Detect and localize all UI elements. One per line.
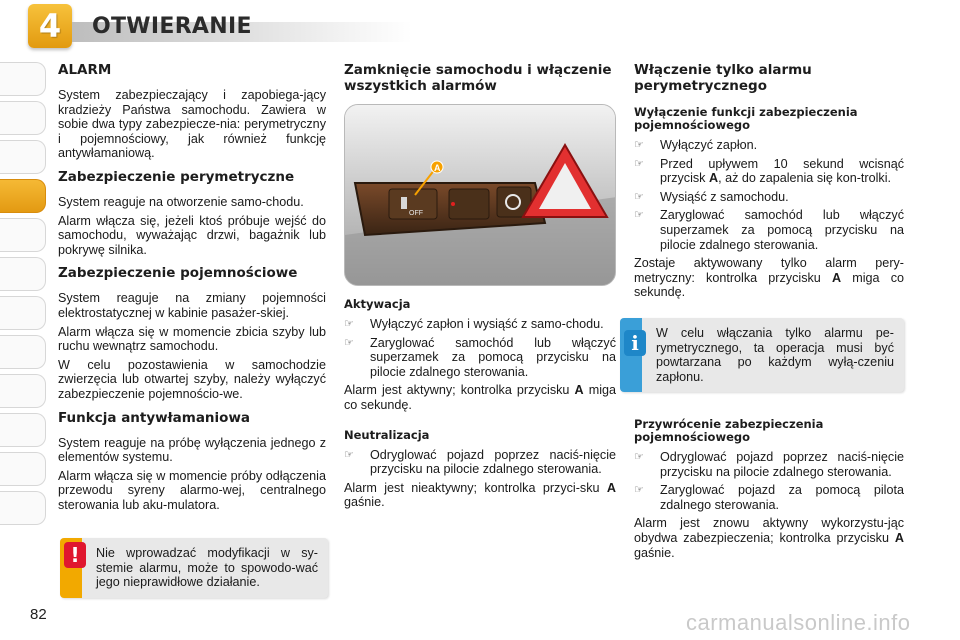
list-item: ☞ Przed upływem 10 sekund wcisnąć przycisk A, aż do zapalenia się kon-trolki.: [634, 156, 904, 186]
warning-note: [60, 538, 328, 598]
volumetric-text-1: System reaguje na zmiany pojemności elektrostatycznej w kabinie pasażer-skiej.: [58, 291, 326, 320]
chapter-tab-6[interactable]: [0, 257, 46, 291]
chapter-tab-3[interactable]: [0, 140, 46, 174]
neutralization-status: Alarm jest nieaktywny; kontrolka przyci-sku A gaśnie.: [344, 480, 617, 510]
list-item: ☞ Zaryglować samochód lub włączyć superzamek za pomocą przycisku na pilocie zdalnego sterowania.: [634, 208, 904, 252]
pointing-hand-icon: ☞: [634, 190, 644, 203]
list-item: ☞ Wyłączyć zapłon.: [634, 138, 758, 152]
pointing-hand-icon: ☞: [634, 451, 644, 463]
pointing-hand-icon: ☞: [634, 484, 644, 497]
pointing-hand-icon: ☞: [344, 448, 354, 461]
chapter-tab-9[interactable]: [0, 374, 46, 408]
chapter-tab-10[interactable]: [0, 413, 46, 447]
chapter-number: 4: [38, 7, 62, 45]
list-item: ☞ Zaryglować samochód lub włączyć superzamek za pomocą przycisku na pilocie zdalnego sterowania.: [344, 335, 616, 379]
pointing-hand-icon: ☞: [344, 318, 354, 330]
photo-label-a: A: [434, 163, 441, 173]
pointing-hand-icon: ☞: [344, 336, 354, 349]
pointing-hand-icon: ☞: [634, 157, 644, 170]
lock-all-alarms-heading: Zamknięcie samochodu i włączenie wszystkich alarmów: [344, 62, 612, 94]
volumetric-text-2: Alarm włącza się w momencie zbicia szyby lub ruchu wewnątrz samochodu.: [58, 324, 326, 354]
warning-note-text: Nie wprowadzać modyfikacji w sy-stemie alarmu, może to spowodo-wać jego nieprawidłowe działanie.: [96, 546, 318, 590]
off-label: OFF: [409, 210, 423, 217]
chapter-tab-12[interactable]: [0, 491, 46, 525]
alarm-heading: ALARM: [58, 62, 112, 78]
disable-volumetric-status: Zostaje aktywowany tylko alarm pery-metryczny: kontrolka przycisku A miga co sekundę.: [634, 256, 905, 300]
neutralization-steps: [344, 448, 616, 477]
page-number: 82: [30, 606, 47, 623]
volumetric-heading: Zabezpieczenie pojemnościowe: [58, 265, 298, 282]
restore-volumetric-heading: Przywrócenie zabezpieczenia pojemnościowego: [634, 417, 824, 444]
list-item: ☞ Wyłączyć zapłon i wysiąść z samo-chodu.: [344, 317, 604, 331]
activation-status: Alarm jest aktywny; kontrolka przycisku A miga co sekundę.: [344, 383, 617, 412]
antitheft-text-2: Alarm włącza się w momencie próby odłączenia przewodu syreny alarmo-wej, centralnego sterowania lub aku-mulatora.: [58, 468, 326, 512]
chapter-tab-2[interactable]: [0, 101, 46, 135]
chapter-tab-11[interactable]: [0, 452, 46, 486]
pointing-hand-icon: ☞: [634, 139, 644, 151]
chapter-tab-8[interactable]: [0, 335, 46, 369]
list-item: ☞ Wysiąść z samochodu.: [634, 189, 789, 204]
column-middle-lower: [344, 298, 616, 514]
perimeter-text-2: Alarm włącza się, jeżeli ktoś próbuje wejść do samochodu, wyważając drzwi, bagażnik lub pokrywę silnika.: [58, 213, 326, 257]
info-icon: i: [624, 330, 646, 356]
neutralization-heading: Neutralizacja: [344, 427, 430, 442]
column-left: [58, 60, 326, 516]
dashboard-illustration: [345, 105, 616, 286]
restore-volumetric-steps: [634, 450, 904, 512]
chapter-number-badge: [28, 4, 72, 48]
perimeter-text-1: System reaguje na otworzenie samo-chodu.: [58, 194, 304, 209]
perimeter-only-heading: Włączenie tylko alarmu perymetrycznego: [634, 62, 812, 94]
list-item: ☞ Odryglować pojazd poprzez naciś-nięcie przycisku na pilocie zdalnego sterowania.: [634, 450, 904, 479]
activation-heading: Aktywacja: [344, 297, 411, 311]
info-note-text: W celu włączania tylko alarmu pe-rymetrycznego, ta operacja musi być powtarzana po każdym wyłą-czeniu zapłonu.: [656, 326, 894, 384]
disable-volumetric-steps: [634, 138, 904, 252]
pointing-hand-icon: ☞: [634, 209, 644, 222]
chapter-tab-7[interactable]: [0, 296, 46, 330]
info-note: [620, 318, 904, 392]
activation-steps: [344, 317, 616, 379]
perimeter-heading: Zabezpieczenie perymetryczne: [58, 168, 295, 185]
disable-volumetric-heading: Wyłączenie funkcji zabezpieczenia pojemnościowego: [634, 105, 858, 132]
alarm-button-photo: [344, 104, 616, 286]
restore-volumetric-status: Alarm jest znowu aktywny wykorzystu-jąc obydwa zabezpieczenia; kontrolka przycisku A gaśnie.: [634, 516, 905, 560]
antitheft-text-1: System reaguje na próbę wyłączenia jednego z elementów systemu.: [58, 435, 326, 465]
column-middle: [344, 60, 616, 104]
list-item: ☞ Odryglować pojazd poprzez naciś-nięcie przycisku na pilocie zdalnego sterowania.: [344, 447, 616, 477]
chapter-tab-1[interactable]: [0, 62, 46, 96]
antitheft-heading: Funkcja antywłamaniowa: [58, 409, 251, 426]
watermark: carmanualsonline.info: [686, 610, 911, 635]
exclamation-icon: !: [64, 542, 86, 568]
chapter-tab-4-active[interactable]: [0, 179, 46, 213]
alarm-intro: System zabezpieczający i zapobiega-jący kradzieży Państwa samochodu. Zawiera w sobie dwa typy zabezpiecze-nia: perymetryczny i pojemnościowy, jak również funkcję antywłamaniową.: [58, 88, 326, 161]
column-right-lower: [634, 418, 904, 564]
chapter-tab-5[interactable]: [0, 218, 46, 252]
page-title: OTWIERANIE: [92, 14, 252, 39]
chapter-tabs: [0, 62, 48, 530]
list-item: ☞ Zaryglować pojazd za pomocą pilota zdalnego sterowania.: [634, 483, 904, 512]
volumetric-text-3: W celu pozostawienia w samochodzie zwierzęcia lub otwartej szyby, należy wyłączyć zabezpieczenie pojemnościo-we.: [58, 357, 326, 401]
column-right: [634, 60, 904, 304]
